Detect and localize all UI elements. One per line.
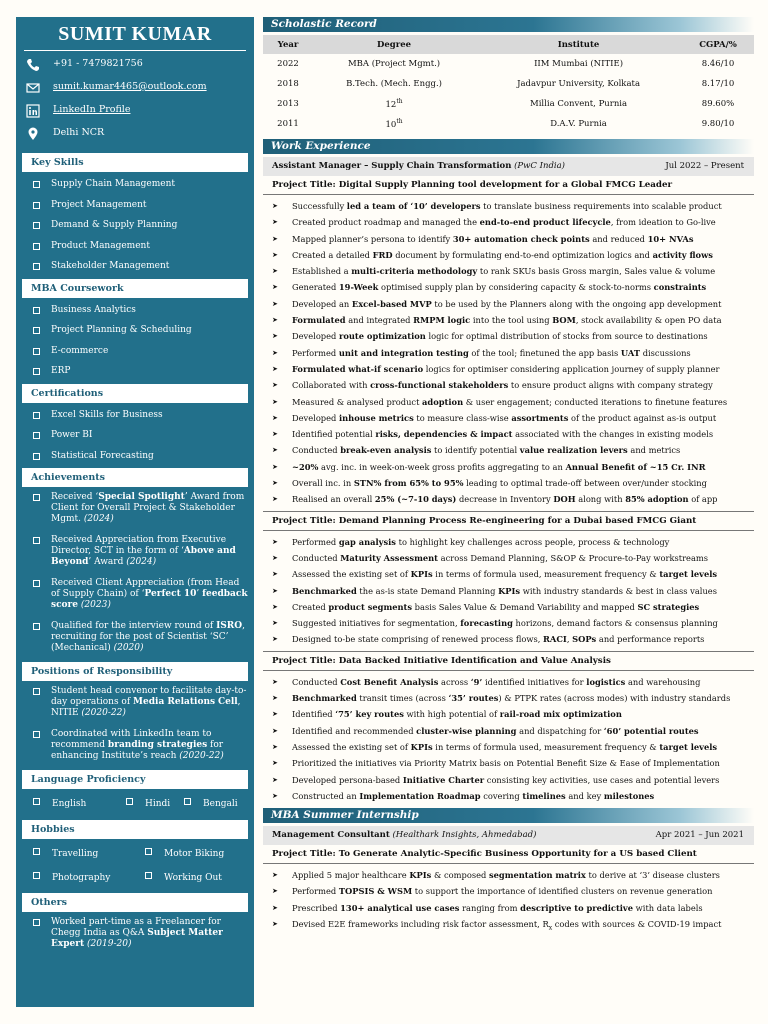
list-item-text: Received ‘Special Spotlight’ Award from Client for Overall Project & Stakeholder Mgmt. (2024) [51,492,245,524]
bullet-item [263,312,754,328]
bullet-item [263,345,754,361]
table-row [263,114,754,134]
list-item-text: Received Appreciation from Executive Director, SCT in the form of ‘Above and Beyond’ Award (2024) [51,535,236,567]
arrow-bullet-icon: ➤ [272,742,278,751]
languages-list [16,789,254,818]
hobbies-heading: Hobbies [22,820,248,839]
internship-projects [263,845,754,932]
bullet-item [263,723,754,739]
list-item [16,578,254,611]
table-cell: 2011 [277,119,299,129]
arrow-bullet-icon: ➤ [272,775,278,784]
bullet-text: Identified potential risks, dependencies & impact associated with the changes in existing models [292,429,714,440]
list-item [16,341,254,362]
bullet-text: Identified ‘75’ key routes with high potential of rail-road mix optimization [292,709,622,720]
arrow-bullet-icon: ➤ [272,635,278,644]
bullet-text: Successfully led a team of ‘10’ developers to translate business requirements into scalable product [292,201,722,211]
bullet-item [263,279,754,295]
others-list [16,912,254,956]
arrow-bullet-icon: ➤ [272,267,278,276]
contact-text: Delhi NCR [53,127,105,138]
table-cell: Jadavpur University, Kolkata [517,79,641,89]
list-item [16,621,254,654]
table-cell: 8.46/10 [701,59,735,69]
arrow-bullet-icon: ➤ [272,495,278,504]
checkbox-bullet-icon [33,731,40,738]
bullet-item [263,491,754,507]
list-item-text: Supply Chain Management [51,179,175,189]
list-item [16,236,254,257]
table-cell: 2022 [277,59,299,69]
checkbox-bullet-icon [33,848,40,855]
hobby-text: Motor Biking [164,849,225,859]
list-item-text: Project Management [51,199,147,210]
language-text: Bengali [203,799,238,809]
table-cell: IIM Mumbai (NITIE) [534,59,624,69]
bullet-item [263,690,754,706]
bullet-text: Assessed the existing set of KPIs in terms of formula used, measurement frequency & target levels [292,741,718,752]
work-project-title: Project Title: Digital Supply Planning tool development for a Global FMCG Leader [263,176,754,195]
list-item-text: Coordinated with LinkedIn team to recommend branding strategies for enhancing Institute’s reach (2020-22) [51,729,224,761]
list-item [16,361,254,382]
checkbox-bullet-icon [33,872,40,879]
bullet-text: Mapped planner’s persona to identify 30+ automation check points and reduced 10+ NVAs [292,233,694,244]
arrow-bullet-icon: ➤ [272,553,278,562]
list-item [16,917,254,950]
bullet-text: Overall inc. in STN% from 65% to 95% leading to optimal trade-off between over/under stocking [292,478,707,489]
arrow-bullet-icon: ➤ [272,694,278,703]
bullet-item [263,788,754,804]
key-skills-heading: Key Skills [22,153,248,172]
arrow-bullet-icon: ➤ [272,430,278,439]
scholastic-table-header [263,35,754,54]
arrow-bullet-icon: ➤ [272,759,278,768]
bullet-item [263,883,754,899]
arrow-bullet-icon: ➤ [272,413,278,422]
main-content [263,17,754,932]
bullet-item [263,263,754,279]
checkbox-bullet-icon [33,798,40,805]
checkbox-bullet-icon [33,494,40,501]
list-item-text: Student head convenor to facilitate day-to-day operations of Media Relations Cell, NITIE (2020-22) [51,686,247,718]
table-cell: 89.60% [701,99,735,109]
bullet-item [263,706,754,722]
bullet-item [263,296,754,312]
table-cell: Millia Convent, Purnia [530,99,628,109]
arrow-bullet-icon: ➤ [272,348,278,357]
arrow-bullet-icon: ➤ [272,710,278,719]
bullet-item [263,550,754,566]
bullet-text: Designed to-be state comprising of renewed process flows, RACI, SOPs and performance reports [292,634,705,645]
table-header-cell: Institute [475,35,682,54]
name-divider [24,50,246,51]
hobby-text: Photography [52,873,111,883]
table-header-cell: Year [263,35,313,54]
checkbox-bullet-icon [33,919,40,926]
bullet-text: Conducted Maturity Assessment across Demand Planning, S&OP & Procure-to-Pay workstreams [292,552,709,563]
list-item-text: Qualified for the interview round of ISRO, recruiting for the post of Scientist ‘SC’ (Mechanical) (2020) [51,621,245,653]
email-icon [26,81,40,95]
list-item-text: Business Analytics [51,304,136,315]
list-item-text: E-commerce [51,345,109,356]
others-heading: Others [22,893,248,912]
arrow-bullet-icon: ➤ [272,218,278,227]
internship-role-line [263,826,754,845]
bullet-text: Established a multi-criteria methodology to rank SKUs basis Gross margin, Sales value & volume [292,266,716,277]
checkbox-bullet-icon [33,263,40,270]
list-item [16,215,254,236]
sidebar-sections [16,153,254,956]
certifications-list [16,403,254,467]
list-item-text: Power BI [51,430,93,440]
hobby-item [145,848,224,859]
arrow-bullet-icon: ➤ [272,619,278,628]
work-project-title: Project Title: Data Backed Initiative Identification and Value Analysis [263,651,754,671]
list-item [16,195,254,216]
bullet-text: Performed TOPSIS & WSM to support the importance of identified clusters on revenue generation [292,886,713,897]
list-item-text: Worked part-time as a Freelancer for Chegg India as Q&A Subject Matter Expert (2019-20) [51,917,223,949]
bullet-item [263,599,754,615]
bullet-text: Developed persona-based Initiative Charter consisting key activities, use cases and potential levers [292,774,720,785]
bullet-item [263,739,754,755]
arrow-bullet-icon: ➤ [272,479,278,488]
table-cell: 9.80/10 [701,119,735,129]
language-item [184,798,238,809]
list-item [16,446,254,467]
checkbox-bullet-icon [145,872,152,879]
bullet-text: Conducted Cost Benefit Analysis across ‘9’ identified initiatives for logistics and warehousing [292,676,701,687]
bullet-text: Devised E2E frameworks including risk factor assessment, $R_x$ codes with sources & COVID-19 impact [292,918,722,932]
table-cell: 2018 [277,79,299,89]
certifications-heading: Certifications [22,384,248,403]
contact-item[interactable] [16,78,254,101]
bullet-text: Collaborated with cross-functional stakeholders to ensure product aligns with company strategy [292,380,713,391]
bullet-text: Developed inhouse metrics to measure class-wise assortments of the product against as-is output [292,412,717,423]
checkbox-bullet-icon [33,222,40,229]
list-item-text: Project Planning & Scheduling [51,325,192,335]
bullet-text: Prioritized the initiatives via Priority Matrix basis on Potential Benefit Size & Ease of Implementation [292,758,720,769]
arrow-bullet-icon: ➤ [272,537,278,546]
checkbox-bullet-icon [33,202,40,209]
table-header-cell: CGPA/% [682,35,754,54]
arrow-bullet-icon: ➤ [272,299,278,308]
checkbox-bullet-icon [184,798,191,805]
bullet-text: Measured & analysed product adoption & user engagement; conducted iterations to finetune features [292,396,728,407]
checkbox-bullet-icon [33,243,40,250]
table-cell: 10th [385,118,403,130]
arrow-bullet-icon: ➤ [272,234,278,243]
list-item [16,492,254,525]
checkbox-bullet-icon [33,412,40,419]
bullet-text: Developed route optimization logic for optimal distribution of stocks from source to destinations [292,331,708,342]
arrow-bullet-icon: ➤ [272,397,278,406]
list-item [16,535,254,568]
bullet-item [263,231,754,247]
arrow-bullet-icon: ➤ [272,871,278,880]
checkbox-bullet-icon [33,348,40,355]
arrow-bullet-icon: ➤ [272,903,278,912]
work-project-bullets [263,198,754,508]
achievements-heading: Achievements [22,468,248,487]
bullet-item [263,772,754,788]
table-cell: 2013 [277,99,299,109]
bullet-item [263,583,754,599]
list-item-text: Received Client Appreciation (from Head of Supply Chain) of ‘Perfect 10’ feedback score (2023) [51,578,248,610]
hobbies-list [16,839,254,891]
checkbox-bullet-icon [145,848,152,855]
arrow-bullet-icon: ➤ [272,316,278,325]
linkedin-icon [26,104,40,118]
language-text: Hindi [145,799,171,809]
language-text: English [52,799,87,809]
bullet-item [263,394,754,410]
arrow-bullet-icon: ➤ [272,570,278,579]
bullet-item [263,615,754,631]
contact-list [16,55,254,147]
bullet-text: Applied 5 major healthcare KPIs & composed segmentation matrix to derive at ‘3’ disease clusters [292,870,720,881]
bullet-item [263,328,754,344]
languages-heading: Language Proficiency [22,770,248,789]
internship-project-bullets [263,867,754,932]
work-projects [263,176,754,804]
hobby-text: Travelling [52,849,99,859]
checkbox-bullet-icon [33,368,40,375]
work-project-bullets [263,674,754,804]
arrow-bullet-icon: ➤ [272,586,278,595]
work-role: Assistant Manager – Supply Chain Transformation [272,161,512,171]
bullet-text: Prescribed 130+ analytical use cases ranging from descriptive to predictive with data labels [292,902,703,913]
bullet-item [263,377,754,393]
bullet-item [263,867,754,883]
arrow-bullet-icon: ➤ [272,283,278,292]
bullet-item [263,674,754,690]
contact-text[interactable]: LinkedIn Profile [53,104,131,115]
arrow-bullet-icon: ➤ [272,919,278,928]
arrow-bullet-icon: ➤ [272,726,278,735]
work-role-line [263,157,754,176]
bullet-text: Benchmarked the as-is state Demand Planning KPIs with industry standards & best in class values [292,585,717,596]
arrow-bullet-icon: ➤ [272,677,278,686]
bullet-item [263,426,754,442]
scholastic-table [263,35,754,134]
bullet-item [263,442,754,458]
bullet-text: Benchmarked transit times (across ‘35’ routes) & PTPK rates (across modes) with industry standards [292,693,731,704]
bullet-item [263,247,754,263]
arrow-bullet-icon: ➤ [272,602,278,611]
bullet-text: Formulated what-if scenario logics for optimiser considering application journey of supply planner [292,363,720,374]
internship-dates: Apr 2021 – Jun 2021 [655,830,744,841]
table-cell: B.Tech. (Mech. Engg.) [346,79,442,89]
bullet-item [263,214,754,230]
bullet-item [263,459,754,475]
list-item-text: Excel Skills for Business [51,409,163,420]
bullet-item [263,410,754,426]
list-item-text: Demand & Supply Planning [51,220,178,230]
achievements-list [16,487,254,660]
arrow-bullet-icon: ➤ [272,250,278,259]
bullet-item [263,566,754,582]
scholastic-header: Scholastic Record [263,17,754,32]
internship-role: Management Consultant [272,830,390,841]
location-pin-icon [26,127,40,141]
bullet-text: Formulated and integrated RMPM logic into the tool using BOM, stock availability & open PO data [292,315,722,326]
list-item [16,425,254,446]
checkbox-bullet-icon [33,453,40,460]
bullet-text: Identified and recommended cluster-wise planning and dispatching for ‘60’ potential routes [292,725,699,736]
work-project-title: Project Title: Demand Planning Process Re-engineering for a Dubai based FMCG Giant [263,511,754,531]
work-header: Work Experience [263,139,754,154]
bullet-item [263,534,754,550]
table-cell: 8.17/10 [701,79,735,89]
list-item [16,320,254,341]
internship-project-title: Project Title: To Generate Analytic-Specific Business Opportunity for a US based Client [263,845,754,864]
bullet-text: Performed gap analysis to highlight key challenges across people, process & technology [292,536,670,547]
bullet-item [263,900,754,916]
bullet-text: Developed an Excel-based MVP to be used by the Planners along with the ongoing app development [292,298,722,309]
work-dates: Jul 2022 – Present [665,161,744,171]
checkbox-bullet-icon [33,623,40,630]
bullet-text: Assessed the existing set of KPIs in terms of formula used, measurement frequency & target levels [292,569,718,580]
checkbox-bullet-icon [33,580,40,587]
key-skills-list [16,172,254,277]
list-item-text: ERP [51,366,71,376]
internship-org: (Healthark Insights, Ahmedabad) [392,830,537,841]
contact-text: +91 - 7479821756 [53,58,143,69]
internship-header: MBA Summer Internship [263,808,754,823]
list-item [16,686,254,719]
hobby-item [33,848,98,859]
list-item [16,256,254,277]
list-item-text: Stakeholder Management [51,261,170,271]
table-row [263,54,754,74]
bullet-text: Realised an overall 25% (~7-10 days) decrease in Inventory DOH along with 85% adoption of app [292,494,718,505]
contact-item [16,55,254,78]
hobby-text: Working Out [164,873,222,883]
contact-item[interactable] [16,101,254,124]
bullet-text: Generated 19-Week optimised supply plan by considering capacity & stock-to-norms constraints [292,282,707,293]
language-item [33,798,86,809]
list-item [16,405,254,426]
bullet-item [263,916,754,932]
bullet-item [263,475,754,491]
bullet-text: ~20% avg. inc. in week-on-week gross profits aggregating to an Annual Benefit of ~15 Cr. INR [292,461,706,472]
bullet-text: Conducted break-even analysis to identify potential value realization levers and metrics [292,445,681,456]
table-row [263,74,754,94]
list-item-text: Product Management [51,240,150,251]
positions-list [16,681,254,768]
arrow-bullet-icon: ➤ [272,791,278,800]
language-item [126,798,170,809]
bullet-text: Created a detailed FRD document by formulating end-to-end optimization logics and activity flows [292,249,713,260]
checkbox-bullet-icon [33,688,40,695]
list-item [16,174,254,195]
work-project-bullets [263,534,754,648]
scholastic-table-body [263,54,754,134]
arrow-bullet-icon: ➤ [272,202,278,210]
checkbox-bullet-icon [126,798,133,805]
table-cell: D.A.V. Purnia [550,119,607,129]
bullet-item [263,755,754,771]
bullet-text: Created product segments basis Sales Value & Demand Variability and mapped SC strategies [292,601,700,612]
work-org: (PwC India) [514,161,566,171]
table-cell: 12th [385,98,403,110]
arrow-bullet-icon: ➤ [272,364,278,373]
contact-item [16,124,254,147]
bullet-text: Constructed an Implementation Roadmap covering timelines and key milestones [292,790,655,801]
list-item-text: Statistical Forecasting [51,450,154,461]
table-row [263,94,754,114]
list-item [16,729,254,762]
sidebar [16,17,254,1007]
hobby-item [145,872,222,883]
positions-heading: Positions of Responsibility [22,662,248,681]
candidate-name: SUMIT KUMAR [58,23,212,45]
bullet-text: Performed unit and integration testing of the tool; finetuned the app basis UAT discussions [292,347,691,358]
arrow-bullet-icon: ➤ [272,381,278,390]
checkbox-bullet-icon [33,432,40,439]
arrow-bullet-icon: ➤ [272,332,278,341]
checkbox-bullet-icon [33,537,40,544]
bullet-item [263,361,754,377]
checkbox-bullet-icon [33,181,40,188]
bullet-text: Created product roadmap and managed the end-to-end product lifecycle, from ideation to Go-live [292,217,716,228]
arrow-bullet-icon: ➤ [272,462,278,471]
checkbox-bullet-icon [33,307,40,314]
table-header-cell: Degree [313,35,475,54]
contact-text[interactable]: sumit.kumar4465@outlook.com [53,81,207,92]
bullet-item [263,631,754,647]
list-item [16,300,254,321]
phone-icon [26,58,40,72]
bullet-item [263,198,754,214]
coursework-heading: MBA Coursework [22,279,248,298]
checkbox-bullet-icon [33,327,40,334]
hobby-item [33,872,110,883]
table-cell: MBA (Project Mgmt.) [347,59,441,69]
bullet-text: Suggested initiatives for segmentation, forecasting horizons, demand factors & consensus planning [292,618,718,629]
coursework-list [16,298,254,382]
arrow-bullet-icon: ➤ [272,887,278,896]
arrow-bullet-icon: ➤ [272,446,278,455]
